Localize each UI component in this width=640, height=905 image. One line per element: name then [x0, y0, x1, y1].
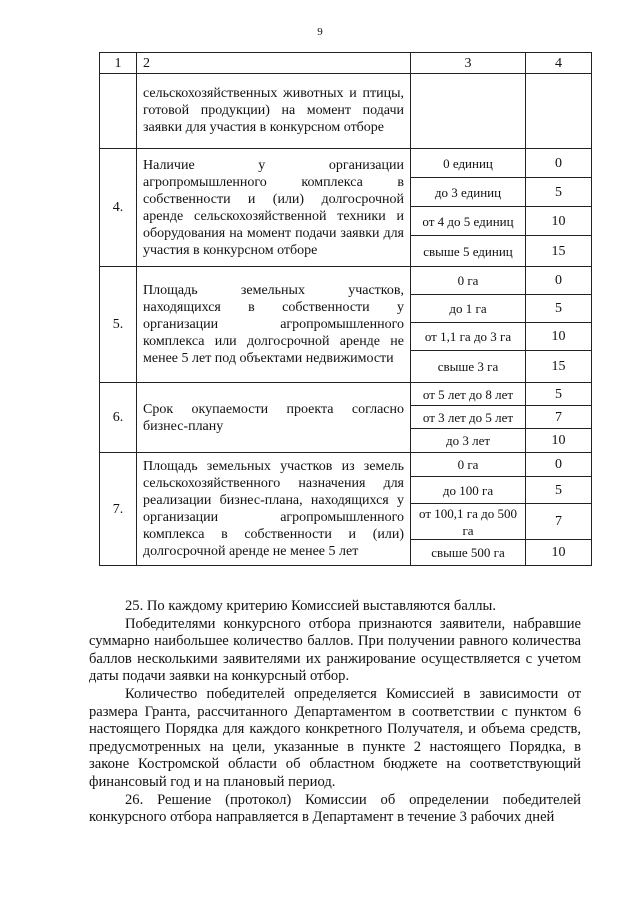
table-row-continuation — [100, 74, 592, 149]
option-value-cell: от 1,1 га до 3 га — [411, 323, 526, 351]
option-points-cell: 0 — [526, 267, 592, 295]
criterion-cell: Площадь земельных участков из земель сельскохозяйственного назначения для реализации бизнес-плана, находящихся у организации агропромышленного комплекса в собственности и (или) долгосрочной аренде не менее 5 лет — [137, 453, 411, 566]
option-value-cell: до 1 га — [411, 295, 526, 323]
option-points-cell: 5 — [526, 383, 592, 406]
table-header-row — [100, 53, 592, 74]
paragraph-26: 26. Решение (протокол) Комиссии об определении победителей конкурсного отбора направляется в Департамент в течение 3 рабочих дней — [89, 791, 581, 826]
option-value-cell: 0 га — [411, 453, 526, 477]
row-number-cell: 6. — [100, 383, 137, 453]
criterion-cell: Наличие у организации агропромышленного комплекса в собственности и (или) долгосрочной аренде сельскохозяйственной техники и оборудования на момент подачи заявки для участия в конкурсном отборе — [137, 149, 411, 267]
option-value-cell: до 100 га — [411, 477, 526, 504]
option-points-cell: 5 — [526, 178, 592, 207]
option-points-cell: 10 — [526, 429, 592, 453]
option-value-cell: 0 га — [411, 267, 526, 295]
option-points-cell: 5 — [526, 295, 592, 323]
row-number-cell — [100, 74, 137, 149]
option-value-cell: от 5 лет до 8 лет — [411, 383, 526, 406]
option-value-cell: от 4 до 5 единиц — [411, 207, 526, 236]
option-points-cell: 10 — [526, 323, 592, 351]
table-row — [100, 267, 592, 295]
option-value-cell: от 3 лет до 5 лет — [411, 406, 526, 429]
option-points-cell: 10 — [526, 207, 592, 236]
row-number-cell: 4. — [100, 149, 137, 267]
option-points-cell: 0 — [526, 453, 592, 477]
criteria-table — [99, 52, 592, 566]
option-points-cell: 5 — [526, 477, 592, 504]
option-points-cell: 15 — [526, 351, 592, 383]
paragraph-winners: Победителями конкурсного отбора признаются заявители, набравшие суммарно наибольшее количество баллов. При получении равного количества баллов несколькими заявителями их ранжирование осуществляется с учетом даты подачи заявки на конкурсный отбор. — [89, 615, 581, 685]
criterion-cell: Срок окупаемости проекта согласно бизнес-плану — [137, 383, 411, 453]
page-number: 9 — [317, 26, 323, 38]
option-points-cell: 0 — [526, 149, 592, 178]
header-col-3: 3 — [411, 53, 526, 74]
option-points-cell: 7 — [526, 406, 592, 429]
option-points-cell: 15 — [526, 236, 592, 267]
row-number-cell: 7. — [100, 453, 137, 566]
header-col-4: 4 — [526, 53, 592, 74]
option-value-cell: свыше 3 га — [411, 351, 526, 383]
row-number-cell: 5. — [100, 267, 137, 383]
criterion-cell: Площадь земельных участков, находящихся в собственности у организации агропромышленного комплекса или долгосрочной аренде не менее 5 лет под объектами недвижимости — [137, 267, 411, 383]
paragraph-winner-count: Количество победителей определяется Комиссией в зависимости от размера Гранта, рассчитанного Департаментом в соответствии с пунктом 6 настоящего Порядка для каждого конкретного Получателя, и объема средств, предусмотренных на цели, указанные в пункте 2 настоящего Порядка, в законе Костромской области об областном бюджете на соответствующий финансовый год и на плановый период. — [89, 685, 581, 790]
paragraph-25: 25. По каждому критерию Комиссией выставляются баллы. — [125, 598, 496, 614]
option-value-cell: от 100,1 га до 500 га — [411, 504, 526, 540]
option-value-cell: до 3 лет — [411, 429, 526, 453]
table-row — [100, 149, 592, 178]
criterion-cell: сельскохозяйственных животных и птицы, готовой продукции) на момент подачи заявки для участия в конкурсном отборе — [137, 74, 411, 149]
table-row — [100, 453, 592, 477]
option-value-cell: свыше 500 га — [411, 540, 526, 566]
option-value-cell — [411, 74, 526, 149]
option-value-cell: до 3 единиц — [411, 178, 526, 207]
table-row — [100, 383, 592, 406]
option-value-cell: 0 единиц — [411, 149, 526, 178]
header-col-2: 2 — [137, 53, 411, 74]
option-points-cell — [526, 74, 592, 149]
body-text — [89, 598, 581, 827]
header-col-1: 1 — [100, 53, 137, 74]
option-points-cell: 10 — [526, 540, 592, 566]
option-points-cell: 7 — [526, 504, 592, 540]
option-value-cell: свыше 5 единиц — [411, 236, 526, 267]
